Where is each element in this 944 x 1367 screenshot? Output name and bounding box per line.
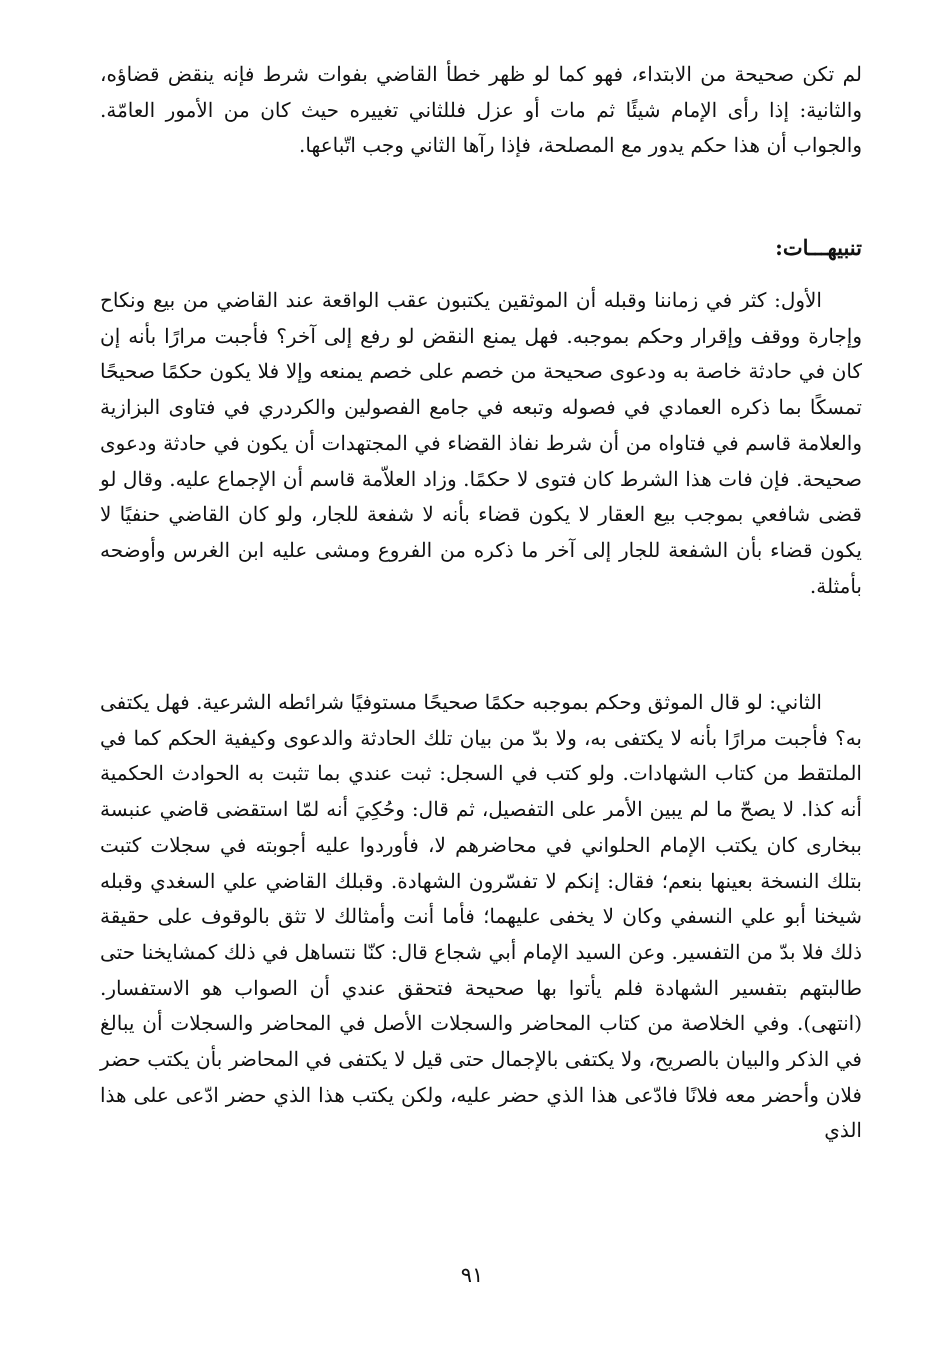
- paragraph-first-note: الأول: كثر في زماننا وقبله أن الموثقين يكتبون عقب الواقعة عند القاضي من بيع ونكاح وإجارة ووقف وإقرار وحكم بموجبه. فهل يمنع النقض لو رفع إلى آخر؟ فأجبت مرارًا بأنه إن كان في حادثة خاصة به ودعوى صحيحة من خصم على خصم يمنعه وإلا فلا يكون حكمًا صحيحًا تمسكًا بما ذكره العمادي في فصوله وتبعه في جامع الفصولين والكردري في فتاوى البزازية والعلامة قاسم في فتاواه من أن شرط نفاذ القضاء في المجتهدات أن يكون في حادثة ودعوى صحيحة. فإن فات هذا الشرط كان فتوى لا حكمًا. وزاد العلاّمة قاسم أن الإجماع عليه. وقال لو قضى شافعي بموجب بيع العقار لا يكون قضاء بأنه لا شفعة للجار، ولو كان القاضي حنفيًا لا يكون قضاء بأن الشفعة للجار إلى آخر ما ذكره من الفروع ومشى عليه ابن الغرس وأوضحه بأمثلة.: [100, 288, 863, 598]
- paragraph-continuation: لم تكن صحيحة من الابتداء، فهو كما لو ظهر خطأ القاضي بفوات شرط فإنه ينقض قضاؤه، والثانية: إذا رأى الإمام شيئًا ثم مات أو عزل فللثاني تغييره حيث كان من الأمور العامّة. والجواب أن هذا حكم يدور مع المصلحة، فإذا رآها الثاني وجب اتّباعها.: [100, 62, 862, 158]
- section-heading-notes: تنبيهـــات:: [775, 235, 862, 260]
- page-number: ٩١: [460, 1263, 484, 1287]
- paragraph-second-note: الثاني: لو قال الموثق وحكم بموجبه حكمًا صحيحًا مستوفيًا شرائطه الشرعية. فهل يكتفى به؟ فأجبت مرارًا بأنه لا يكتفى به، ولا بدّ من بيان تلك الحادثة والدعوى وكيفية الحكم كما في الملتقط من كتاب الشهادات. ولو كتب في السجل: ثبت عندي بما تثبت به الحوادث الحكمية أنه كذا. لا يصحّ ما لم يبين الأمر على التفصيل، ثم قال: وحُكِيَ أنه لمّا استقضى قاضي عنبسة ببخارى كان يكتب الإمام الحلواني في محاضرهم لا، فأوردوا عليه أجوبته في سجلات كتبت بتلك النسخة بعينها بنعم؛ فقال: إنكم لا تفسّرون الشهادة. وقبلك القاضي علي السغدي وقبله شيخنا أبو علي النسفي وكان لا يخفى عليهما؛ فأما أنت وأمثالك لا تثق بالوقوف على حقيقة ذلك فلا بدّ من التفسير. وعن السيد الإمام أبي شجاع قال: كنّا نتساهل في ذلك كمشايخنا حتى طالبتهم بتفسير الشهادة فلم يأتوا بها صحيحة فتحقق عندي أن الصواب هو الاستفسار. (انتهى). وفي الخلاصة من كتاب المحاضر والسجلات الأصل في المحاضر والسجلات أن يبالغ في الذكر والبيان بالصريح، ولا يكتفى بالإجمال حتى قيل لا يكتفى في المحاضر بأن يكتب حضر فلان وأحضر معه فلانًا فادّعى هذا الذي حضر عليه، ولكن يكتب هذا الذي حضر ادّعى على هذا الذي: [100, 690, 862, 1143]
